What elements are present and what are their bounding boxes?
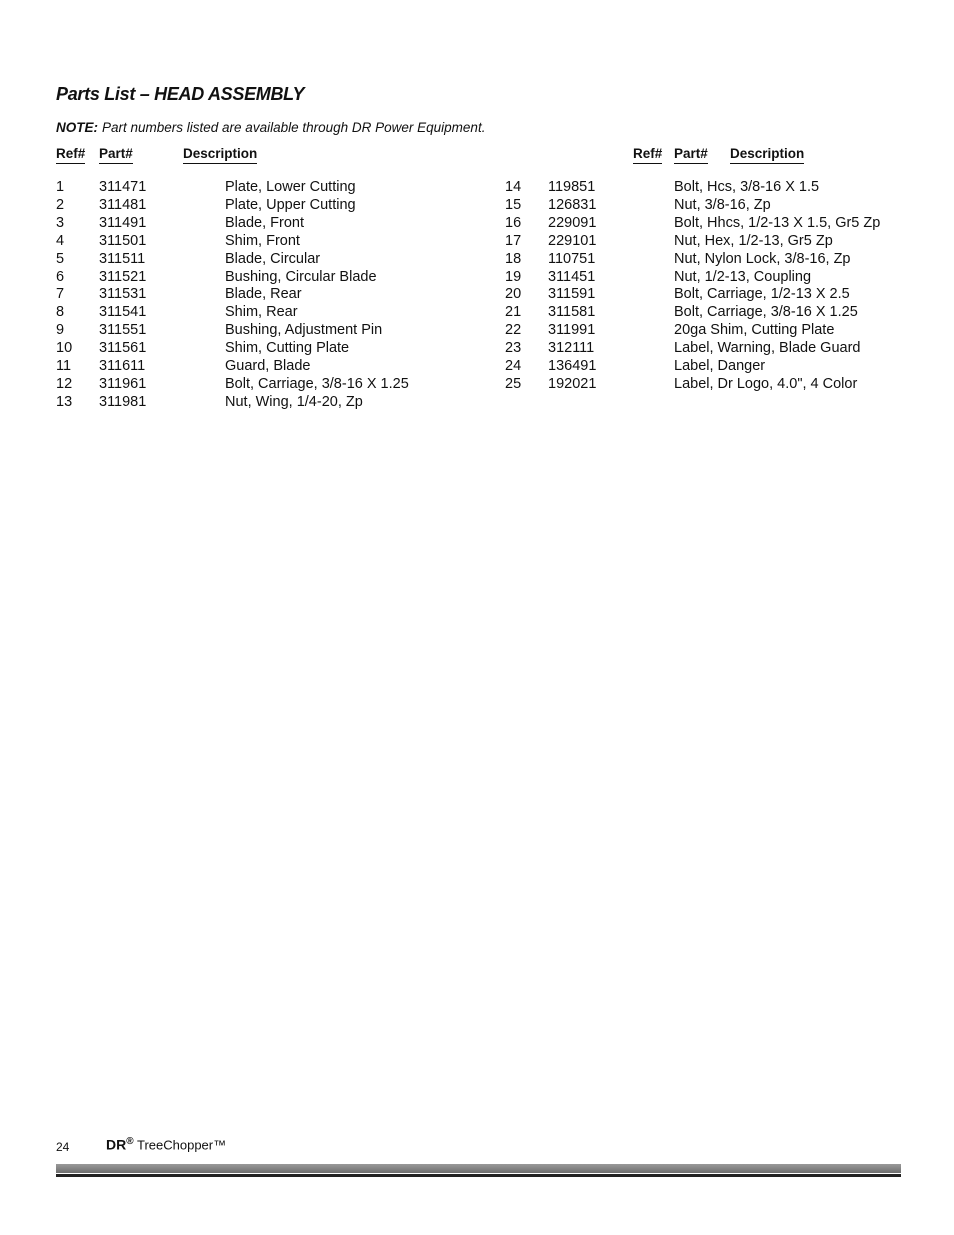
part-number: 311511: [99, 250, 146, 267]
part-description: Blade, Rear: [225, 286, 302, 303]
part-ref: 7: [56, 286, 65, 303]
part-ref: 1: [56, 179, 65, 195]
part-ref: 5: [56, 250, 65, 267]
note-text: Part numbers listed are available through DR Power Equipment.: [102, 120, 486, 135]
part-description: Plate, Lower Cutting: [225, 179, 356, 195]
part-number: 311531: [99, 286, 147, 303]
page-title: Parts List – HEAD ASSEMBLY: [56, 84, 305, 104]
note-label: NOTE:: [56, 120, 98, 135]
part-number: 312111: [548, 340, 595, 357]
part-ref: 6: [56, 268, 65, 285]
part-number: 229091: [548, 214, 597, 231]
part-description: Nut, Nylon Lock, 3/8-16, Zp: [674, 250, 851, 267]
part-number: 311581: [548, 304, 596, 321]
part-number: 311521: [99, 268, 147, 285]
part-ref: 17: [505, 232, 522, 249]
part-ref: 12: [56, 375, 73, 392]
part-description: Label, Dr Logo, 4.0", 4 Color: [674, 375, 858, 392]
part-description: Blade, Circular: [225, 250, 321, 267]
note: [56, 120, 485, 135]
header-description-left: Description: [183, 146, 257, 164]
product-name: TreeChopper™: [137, 1137, 227, 1153]
part-description: Label, Warning, Blade Guard: [674, 340, 861, 357]
part-description: Nut, 1/2-13, Coupling: [674, 268, 812, 285]
part-ref: 23: [505, 340, 522, 357]
part-number: 311501: [99, 232, 147, 249]
header-ref-right: Ref#: [633, 146, 662, 164]
part-description: Bolt, Carriage, 1/2-13 X 2.5: [674, 286, 850, 303]
part-ref: 15: [505, 196, 522, 213]
part-ref: 21: [505, 304, 522, 321]
part-ref: 3: [56, 214, 65, 231]
part-ref: 9: [56, 322, 65, 339]
part-ref: 2: [56, 196, 65, 213]
part-ref: 8: [56, 304, 65, 321]
part-description: Bushing, Adjustment Pin: [225, 322, 383, 339]
part-description: 20ga Shim, Cutting Plate: [674, 322, 835, 339]
part-number: 311991: [548, 322, 596, 339]
part-ref: 20: [505, 286, 522, 303]
part-number: 136491: [548, 358, 597, 374]
part-number: 311481: [99, 196, 147, 213]
part-number: 311561: [99, 340, 147, 357]
part-ref: 22: [505, 322, 522, 339]
part-description: Shim, Front: [225, 232, 300, 249]
part-number: 311451: [548, 268, 596, 285]
part-description: Bolt, Carriage, 3/8-16 X 1.25: [225, 375, 409, 392]
part-description: Guard, Blade: [225, 358, 311, 374]
part-description: Bolt, Hcs, 3/8-16 X 1.5: [674, 179, 820, 195]
registered-mark: ®: [126, 1136, 134, 1147]
header-part-right: Part#: [674, 146, 708, 164]
footer-rule-dark: [56, 1174, 901, 1177]
part-description: Nut, Wing, 1/4-20, Zp: [225, 393, 363, 410]
part-ref: 13: [56, 393, 73, 410]
part-description: Plate, Upper Cutting: [225, 196, 356, 213]
part-ref: 25: [505, 375, 522, 392]
part-number: 192021: [548, 375, 597, 392]
part-number: 119851: [548, 179, 596, 195]
header-description-right: Description: [730, 146, 804, 164]
part-ref: 16: [505, 214, 522, 231]
brand-name: DR: [106, 1136, 127, 1153]
part-number: 126831: [548, 196, 597, 213]
part-ref: 24: [505, 358, 522, 374]
part-description: Shim, Rear: [225, 304, 298, 321]
part-number: 311491: [99, 214, 147, 231]
part-description: Label, Danger: [674, 358, 766, 374]
part-description: Blade, Front: [225, 214, 304, 231]
footer-rule: [56, 1164, 901, 1173]
part-number: 311591: [548, 286, 596, 303]
part-ref: 11: [56, 358, 72, 374]
part-number: 311541: [99, 304, 147, 321]
part-description: Shim, Cutting Plate: [225, 340, 350, 357]
part-ref: 14: [505, 179, 522, 195]
header-part-left: Part#: [99, 146, 133, 164]
part-ref: 4: [56, 232, 65, 249]
part-number: 311981: [99, 393, 147, 410]
footer-brand: [106, 1136, 226, 1152]
part-description: Nut, 3/8-16, Zp: [674, 196, 771, 213]
header-ref-left: Ref#: [56, 146, 85, 164]
part-number: 311611: [99, 358, 146, 374]
part-number: 311551: [99, 322, 147, 339]
part-number: 110751: [548, 250, 596, 267]
part-number: 229101: [548, 232, 597, 249]
part-number: 311471: [99, 179, 147, 195]
part-description: Bushing, Circular Blade: [225, 268, 377, 285]
part-ref: 19: [505, 268, 522, 285]
part-number: 311961: [99, 375, 147, 392]
part-ref: 10: [56, 340, 73, 357]
page-number: 24: [56, 1140, 70, 1154]
part-description: Nut, Hex, 1/2-13, Gr5 Zp: [674, 232, 833, 249]
part-description: Bolt, Hhcs, 1/2-13 X 1.5, Gr5 Zp: [674, 214, 881, 231]
part-description: Bolt, Carriage, 3/8-16 X 1.25: [674, 304, 858, 321]
part-ref: 18: [505, 250, 522, 267]
